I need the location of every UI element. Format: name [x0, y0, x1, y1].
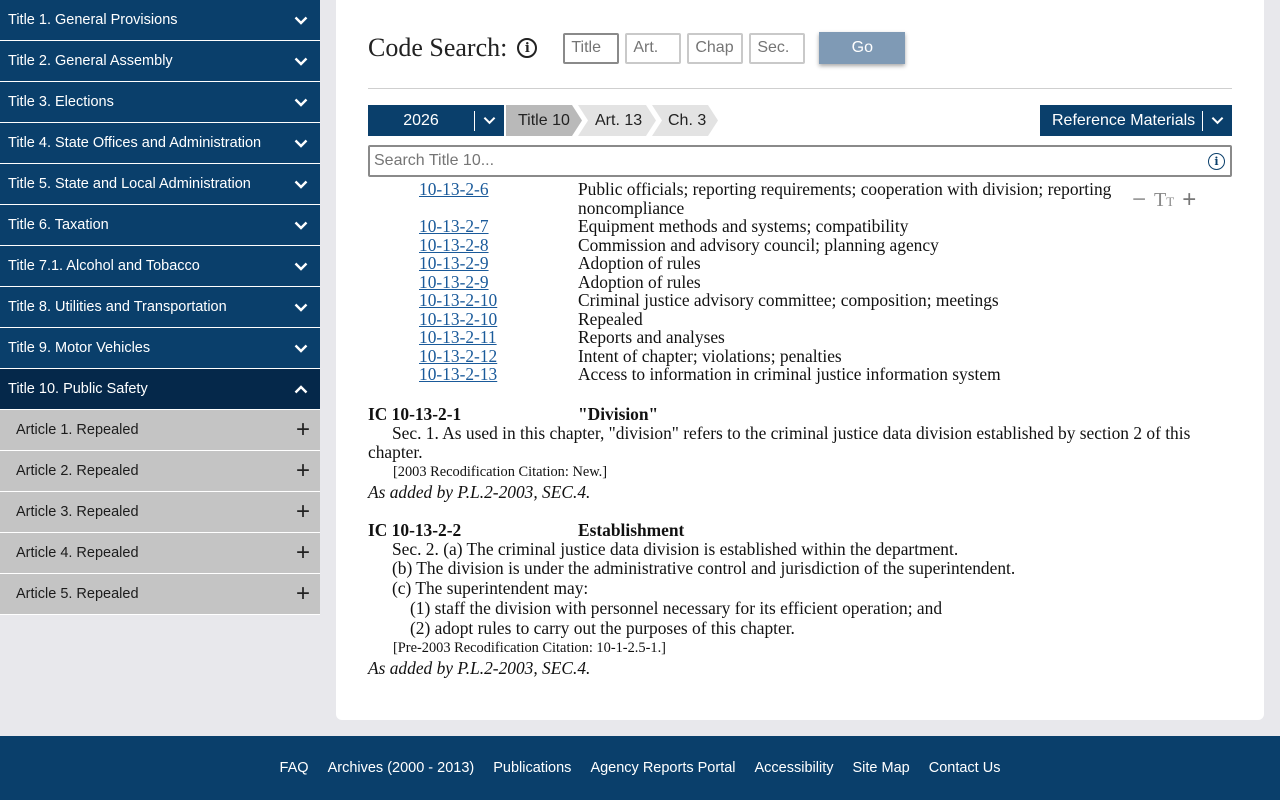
list-item	[368, 310, 1232, 329]
section-link[interactable]: 10-13-2-10	[419, 308, 498, 329]
navigation-row	[368, 105, 1232, 136]
subsection-c-1: (1) staff the division with personnel necessary for its efficient operation; and	[410, 597, 943, 618]
sidebar-title-9[interactable]	[0, 328, 320, 369]
sidebar-title-label: Title 10. Public Safety	[8, 381, 148, 397]
footer	[0, 736, 1280, 800]
list-item	[368, 273, 1232, 292]
sidebar-title-8[interactable]	[0, 287, 320, 328]
reference-materials-dropdown[interactable]	[1040, 105, 1232, 136]
chevron-down-icon	[1203, 116, 1232, 125]
title-search-box	[368, 145, 1232, 177]
section-title: "Division"	[578, 403, 659, 424]
chevron-down-icon	[294, 177, 308, 191]
list-item	[368, 291, 1232, 310]
section-list	[368, 180, 1232, 384]
sidebar-article-3[interactable]	[0, 492, 320, 533]
chevron-down-icon	[294, 341, 308, 355]
chevron-down-icon	[294, 54, 308, 68]
footer-link-accessibility[interactable]: Accessibility	[754, 760, 834, 776]
section-description: Reports and analyses	[578, 327, 725, 347]
increase-font-icon[interactable]: +	[1182, 186, 1197, 213]
sidebar-article-1[interactable]	[0, 410, 320, 451]
section-number-input[interactable]	[749, 33, 805, 64]
divider	[368, 88, 1232, 89]
chevron-down-icon	[294, 300, 308, 314]
section-title: Establishment	[578, 519, 685, 540]
sidebar-article-label: Article 5. Repealed	[16, 586, 139, 602]
sidebar	[0, 0, 320, 607]
footer-link-agency-reports[interactable]: Agency Reports Portal	[590, 760, 736, 776]
font-size-icon[interactable]: TT	[1154, 188, 1175, 211]
breadcrumb-title[interactable]	[506, 105, 582, 136]
plus-icon: +	[295, 539, 310, 566]
section-link[interactable]: 10-13-2-9	[419, 271, 489, 292]
footer-link-archives[interactable]: Archives (2000 - 2013)	[327, 760, 475, 776]
list-item	[368, 347, 1232, 366]
section-link[interactable]: 10-13-2-6	[419, 179, 489, 199]
section-description: Access to information in criminal justice information system	[578, 364, 1001, 384]
section-description: Commission and advisory council; planning agency	[578, 234, 939, 255]
sidebar-title-7-1[interactable]	[0, 246, 320, 287]
plus-icon: +	[295, 498, 310, 525]
reference-materials-label: Reference Materials	[1052, 111, 1196, 129]
go-button[interactable]: Go	[819, 32, 905, 64]
citation: [2003 Recodification Citation: New.]	[393, 463, 608, 480]
decrease-font-icon[interactable]: −	[1132, 186, 1147, 213]
sidebar-title-2[interactable]	[0, 41, 320, 82]
list-item	[368, 254, 1232, 273]
section-description: Equipment methods and systems; compatibility	[578, 216, 909, 236]
footer-link-site-map[interactable]: Site Map	[852, 760, 910, 776]
main-content-card	[336, 0, 1264, 720]
section-description: Repealed	[578, 308, 643, 329]
sidebar-title-6[interactable]	[0, 205, 320, 246]
chapter-number-input[interactable]	[687, 33, 743, 64]
sidebar-title-label: Title 4. State Offices and Administration	[8, 135, 262, 151]
sidebar-article-5[interactable]	[0, 574, 320, 615]
section-code: IC 10-13-2-2	[368, 519, 462, 540]
sidebar-title-3[interactable]	[0, 82, 320, 123]
chevron-down-icon	[294, 218, 308, 232]
list-item	[368, 180, 1232, 217]
section-description: Adoption of rules	[578, 271, 701, 292]
sidebar-title-label: Title 9. Motor Vehicles	[8, 340, 151, 356]
section-code: IC 10-13-2-1	[368, 403, 462, 424]
subsection-b: (b) The division is under the administrative control and jurisdiction of the superintendent.	[392, 557, 1016, 578]
sidebar-title-10[interactable]	[0, 369, 320, 410]
section-link[interactable]: 10-13-2-7	[419, 216, 489, 236]
statute-section-1	[368, 404, 1232, 502]
chevron-down-icon	[294, 136, 308, 150]
section-heading	[368, 520, 1232, 540]
chevron-down-icon	[294, 13, 308, 27]
sidebar-title-label: Title 1. General Provisions	[8, 12, 178, 28]
breadcrumb-article[interactable]	[578, 105, 656, 136]
section-description: Intent of chapter; violations; penalties	[578, 345, 842, 366]
chevron-down-icon	[294, 95, 308, 109]
breadcrumb-title-label: Title 10	[518, 111, 570, 129]
sidebar-title-label: Title 5. State and Local Administration	[8, 176, 251, 192]
plus-icon: +	[295, 416, 310, 443]
chevron-up-icon	[294, 382, 308, 396]
code-search-label: Code Search:	[368, 33, 508, 62]
sidebar-title-label: Title 7.1. Alcohol and Tobacco	[8, 258, 200, 274]
sidebar-article-2[interactable]	[0, 451, 320, 492]
title-search-input[interactable]	[370, 148, 1208, 174]
article-number-input[interactable]	[625, 33, 681, 64]
sidebar-article-4[interactable]	[0, 533, 320, 574]
section-link[interactable]: 10-13-2-13	[419, 364, 498, 384]
info-icon[interactable]: i	[1208, 153, 1225, 170]
section-link[interactable]: 10-13-2-9	[419, 253, 489, 273]
added-by: As added by P.L.2-2003, SEC.4.	[368, 481, 591, 502]
sidebar-title-4[interactable]	[0, 123, 320, 164]
chevron-down-icon	[475, 116, 504, 125]
footer-links	[0, 760, 1280, 776]
code-search-bar	[368, 32, 905, 64]
sidebar-article-label: Article 4. Repealed	[16, 545, 139, 561]
section-link[interactable]: 10-13-2-12	[419, 345, 498, 366]
breadcrumb-chapter-label: Ch. 3	[668, 111, 707, 129]
sidebar-title-label: Title 6. Taxation	[8, 217, 109, 233]
plus-icon: +	[295, 580, 310, 607]
sidebar-article-label: Article 3. Repealed	[16, 504, 139, 520]
statute-section-2	[368, 520, 1232, 678]
section-description: Adoption of rules	[578, 253, 701, 273]
sidebar-title-5[interactable]	[0, 164, 320, 205]
plus-icon: +	[295, 457, 310, 484]
citation: [Pre-2003 Recodification Citation: 10-1-2.5-1.]	[393, 639, 666, 656]
section-heading	[368, 404, 1232, 424]
added-by: As added by P.L.2-2003, SEC.4.	[368, 657, 591, 678]
year-select[interactable]	[368, 105, 504, 136]
footer-link-publications[interactable]: Publications	[493, 760, 572, 776]
section-description: Public officials; reporting requirements; cooperation with division; reporting noncompliance	[578, 179, 1112, 218]
subsection-c: (c) The superintendent may:	[392, 577, 589, 598]
section-link[interactable]: 10-13-2-11	[419, 327, 497, 347]
subsection-c-2: (2) adopt rules to carry out the purposes of this chapter.	[410, 617, 795, 638]
chevron-down-icon	[294, 259, 308, 273]
sidebar-title-label: Title 2. General Assembly	[8, 53, 173, 69]
year-value: 2026	[403, 111, 439, 129]
info-icon[interactable]: i	[517, 38, 537, 58]
footer-link-faq[interactable]: FAQ	[279, 760, 309, 776]
breadcrumb-article-label: Art. 13	[595, 111, 643, 129]
section-text: Sec. 1. As used in this chapter, "division" refers to the criminal justice data division established by section 2 of this chapter.	[368, 422, 1191, 462]
sidebar-title-label: Title 8. Utilities and Transportation	[8, 299, 227, 315]
list-item	[368, 328, 1232, 347]
title-number-input[interactable]	[563, 33, 619, 64]
list-item	[368, 365, 1232, 384]
footer-link-contact[interactable]: Contact Us	[928, 760, 1001, 776]
section-description: Criminal justice advisory committee; composition; meetings	[578, 290, 999, 310]
subsection-a: Sec. 2. (a) The criminal justice data division is established within the department.	[392, 538, 959, 559]
statute-content	[368, 180, 1232, 678]
sidebar-title-label: Title 3. Elections	[8, 94, 114, 110]
sidebar-article-label: Article 1. Repealed	[16, 422, 139, 438]
sidebar-title-1[interactable]	[0, 0, 320, 41]
sidebar-article-label: Article 2. Repealed	[16, 463, 139, 479]
section-link[interactable]: 10-13-2-10	[419, 290, 498, 310]
list-item	[368, 236, 1232, 255]
breadcrumb-chapter[interactable]	[652, 105, 718, 136]
list-item	[368, 217, 1232, 236]
section-link[interactable]: 10-13-2-8	[419, 234, 489, 255]
